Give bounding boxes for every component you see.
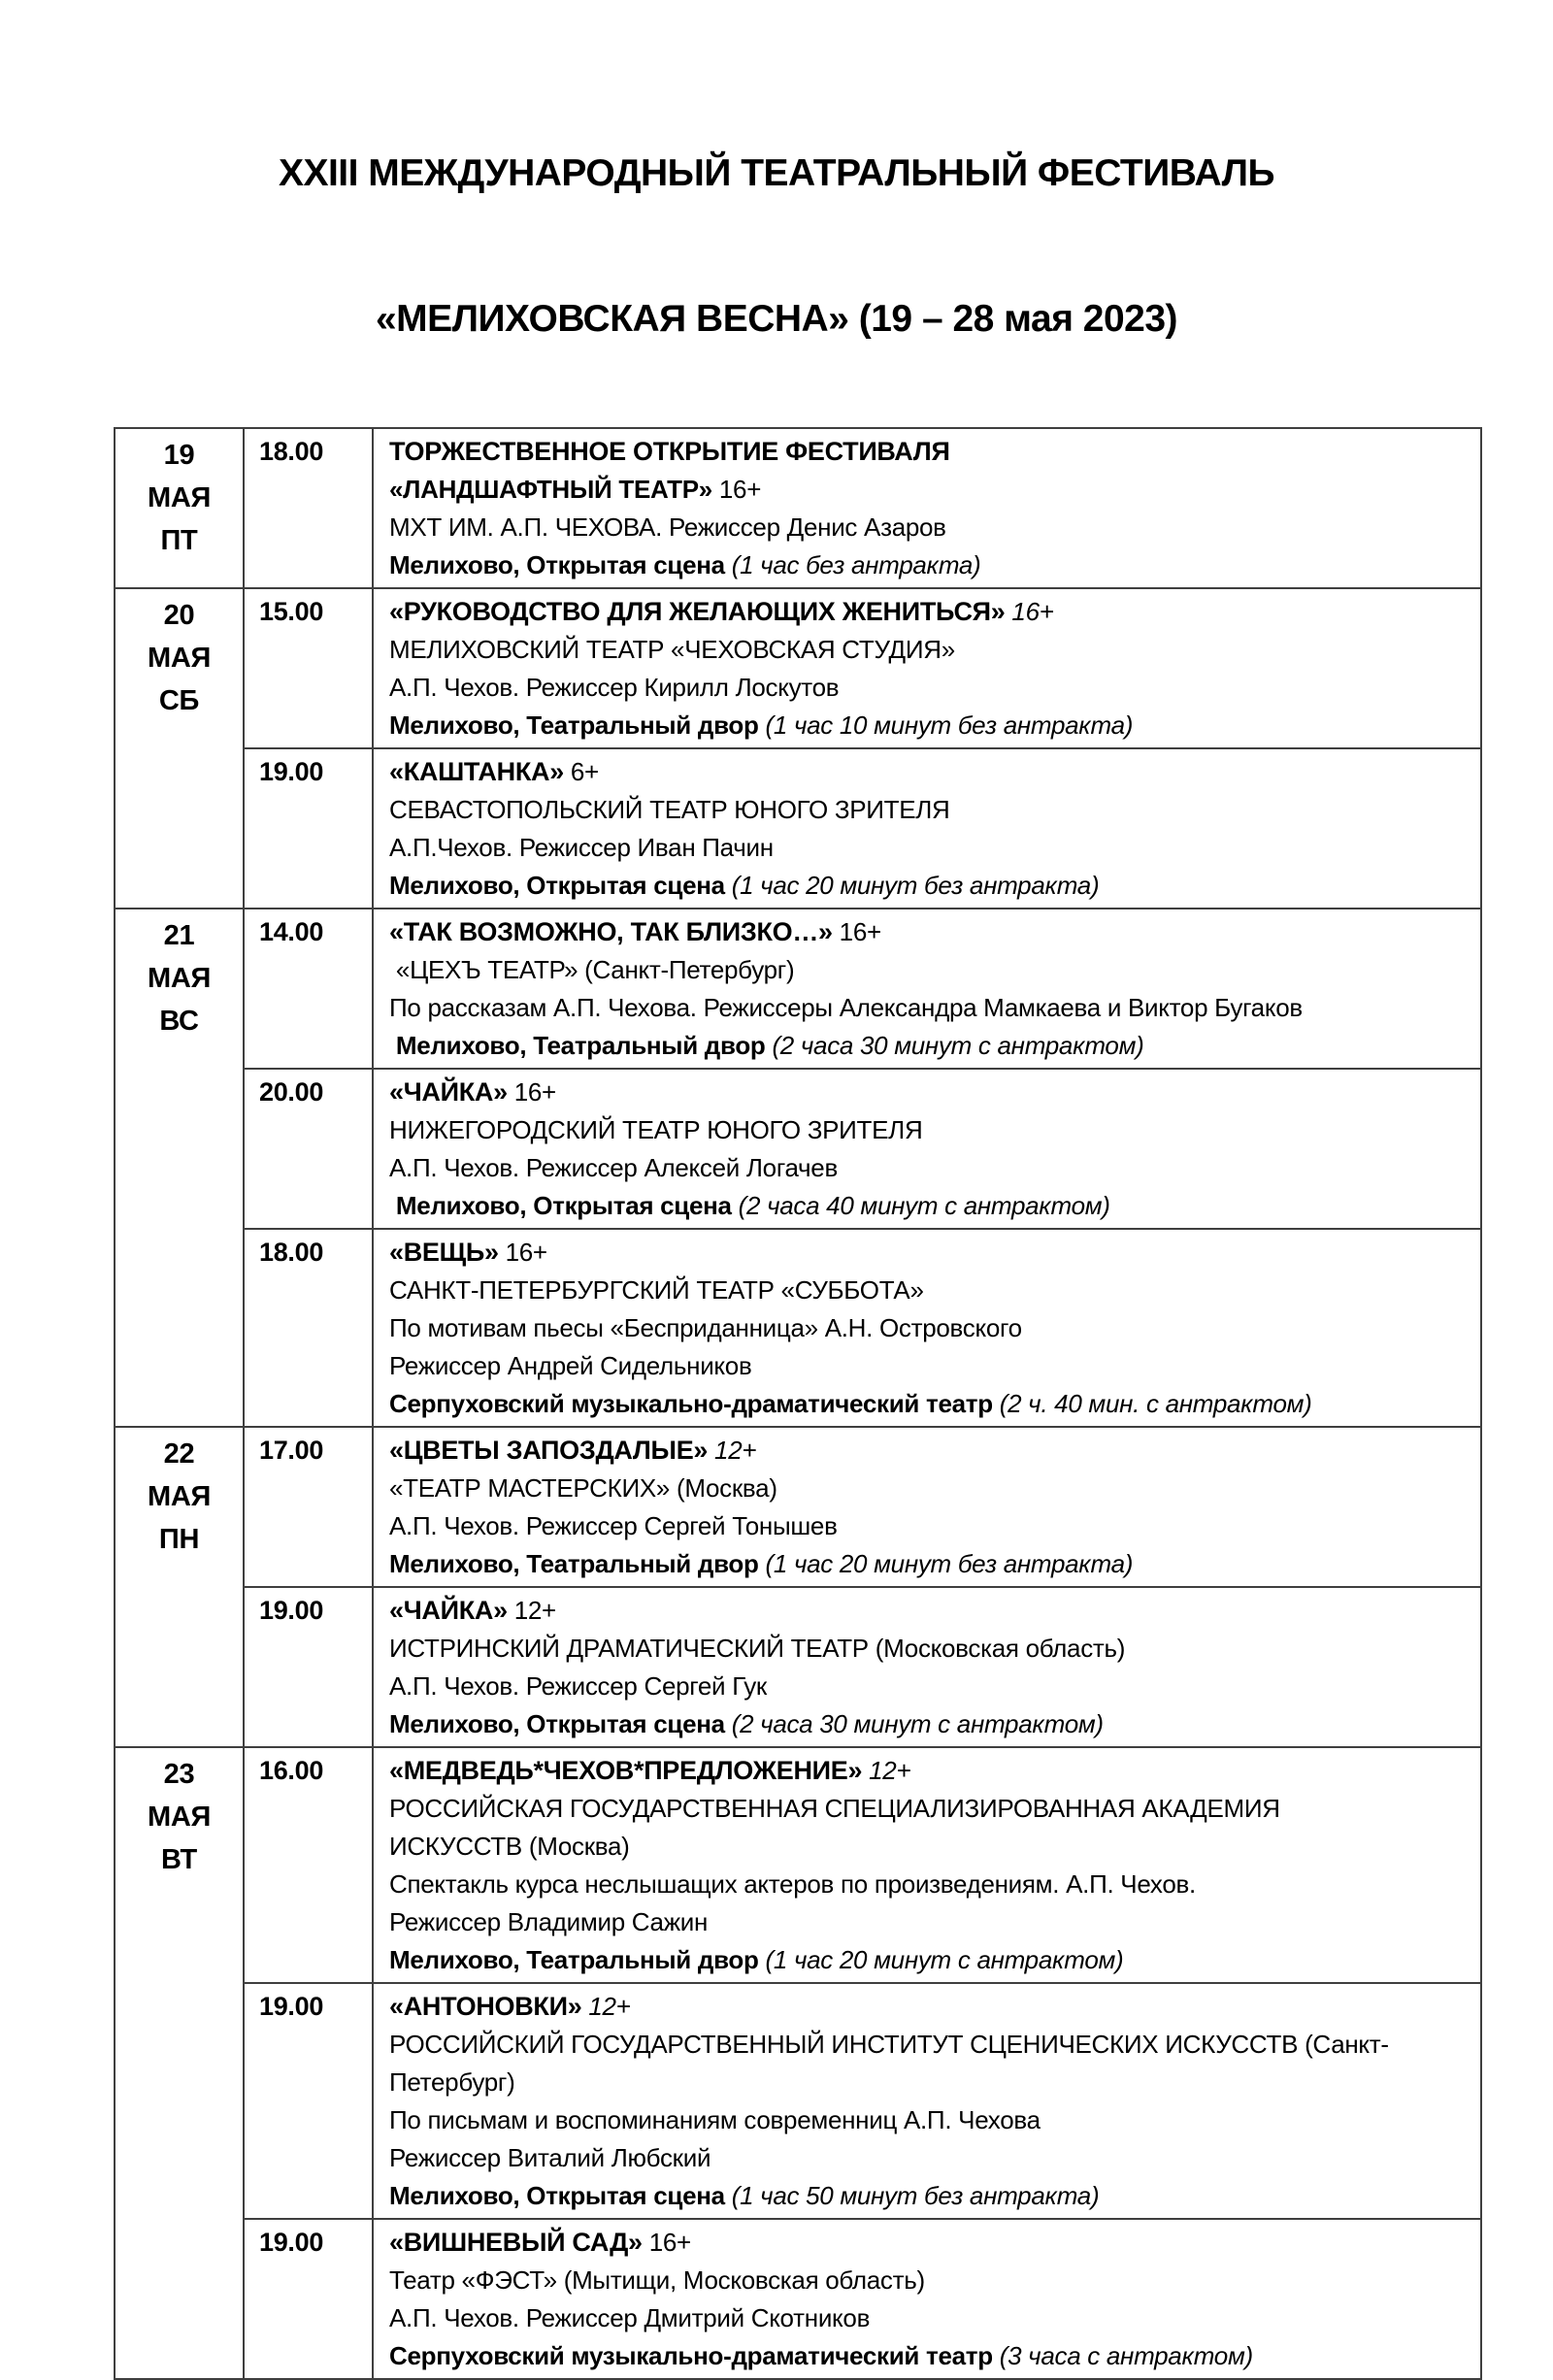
schedule-row	[115, 909, 1481, 1069]
text-segment: Серпуховский музыкально-драматический театр	[389, 2341, 993, 2370]
festival-title-line1: XXIII МЕЖДУНАРОДНЫЙ ТЕАТРАЛЬНЫЙ ФЕСТИВАЛЬ	[278, 152, 1275, 194]
text-segment: «РУКОВОДСТВО ДЛЯ ЖЕЛАЮЩИХ ЖЕНИТЬСЯ»	[389, 597, 1006, 626]
event-venue-line	[389, 546, 1470, 584]
text-segment: «КАШТАНКА»	[389, 757, 564, 786]
text-segment: (2 часа 40 минут с антрактом)	[731, 1191, 1110, 1220]
event-detail-line	[389, 1309, 1470, 1347]
event-cell	[373, 2219, 1481, 2379]
text-segment: Мелихово, Открытая сцена	[389, 1709, 725, 1738]
time-value: 19.00	[259, 1992, 324, 2021]
text-segment: Театр «ФЭСТ» (Мытищи, Московская область)	[389, 2265, 925, 2295]
text-segment: 16+	[1005, 597, 1054, 626]
event-cell	[373, 748, 1481, 909]
event-cell	[373, 1747, 1481, 1983]
text-segment: ИСТРИНСКИЙ ДРАМАТИЧЕСКИЙ ТЕАТР (Московская область)	[389, 1634, 1126, 1663]
event-detail-line	[389, 2139, 1470, 2177]
date-month: МАЯ	[147, 643, 212, 674]
date-weekday: ВС	[159, 1006, 199, 1037]
text-segment: (2 ч. 40 мин. с антрактом)	[992, 1389, 1312, 1418]
text-segment: РОССИЙСКАЯ ГОСУДАРСТВЕННАЯ СПЕЦИАЛИЗИРОВАННАЯ АКАДЕМИЯ	[389, 1794, 1280, 1823]
text-segment: 12+	[708, 1436, 757, 1465]
event-detail-line	[389, 2101, 1470, 2139]
time-value: 18.00	[259, 1238, 324, 1267]
text-segment: 16+	[711, 475, 762, 504]
text-segment: По письмам и воспоминаниям современниц А.П. Чехова	[389, 2105, 1041, 2134]
text-segment: РОССИЙСКИЙ ГОСУДАРСТВЕННЫЙ ИНСТИТУТ СЦЕНИЧЕСКИХ ИСКУССТВ (Санкт-	[389, 2030, 1389, 2059]
date-day: 23	[163, 1759, 195, 1790]
event-cell	[373, 588, 1481, 748]
date-cell	[115, 588, 244, 909]
event-detail-line	[389, 989, 1470, 1027]
time-value: 19.00	[259, 1596, 324, 1625]
text-segment: 12+	[507, 1596, 556, 1625]
text-segment: (1 час 50 минут без антракта)	[724, 2181, 1100, 2210]
text-segment: А.П. Чехов. Режиссер Сергей Тонышев	[389, 1511, 838, 1540]
time-value: 15.00	[259, 597, 324, 626]
schedule-row	[115, 1747, 1481, 1983]
event-cell	[373, 428, 1481, 588]
text-segment: Мелихово, Театральный двор	[389, 711, 759, 740]
text-segment: Мелихово, Театральный двор	[389, 1031, 766, 1060]
event-venue-line	[389, 2337, 1470, 2375]
time-value: 14.00	[259, 917, 324, 946]
date-cell	[115, 1747, 244, 2379]
text-segment: Режиссер Владимир Сажин	[389, 1907, 709, 1936]
text-segment: Мелихово, Открытая сцена	[389, 2181, 725, 2210]
text-segment: А.П. Чехов. Режиссер Алексей Логачев	[389, 1153, 838, 1182]
text-segment: Серпуховский музыкально-драматический театр	[389, 1389, 993, 1418]
text-segment: А.П.Чехов. Режиссер Иван Пачин	[389, 833, 774, 862]
event-cell	[373, 1069, 1481, 1229]
schedule-row	[115, 1229, 1481, 1427]
date-day: 20	[163, 600, 195, 631]
text-segment: «МЕДВЕДЬ*ЧЕХОВ*ПРЕДЛОЖЕНИЕ»	[389, 1756, 863, 1785]
event-title-line	[389, 1432, 1470, 1470]
festival-title-line2: «МЕЛИХОВСКАЯ ВЕСНА» (19 – 28 мая 2023)	[375, 298, 1178, 340]
time-value: 19.00	[259, 2228, 324, 2257]
text-segment: «ЦЕХЪ ТЕАТР» (Санкт-Петербург)	[389, 955, 795, 984]
text-segment: (1 час без антракта)	[724, 550, 981, 579]
event-detail-line	[389, 1347, 1470, 1385]
event-detail-line	[389, 471, 1470, 509]
text-segment: (1 час 20 минут без антракта)	[724, 871, 1100, 900]
event-detail-line	[389, 2299, 1470, 2337]
event-title-line	[389, 2224, 1470, 2262]
schedule-table	[114, 427, 1482, 2380]
event-title-line	[389, 1234, 1470, 1272]
event-detail-line	[389, 1111, 1470, 1149]
schedule-row	[115, 1069, 1481, 1229]
date-cell	[115, 1427, 244, 1747]
event-venue-line	[389, 1545, 1470, 1583]
time-value: 17.00	[259, 1436, 324, 1465]
time-cell	[244, 1427, 373, 1587]
text-segment: «ТЕАТР МАСТЕРСКИХ» (Москва)	[389, 1473, 777, 1503]
schedule-row	[115, 1587, 1481, 1747]
event-venue-line	[389, 707, 1470, 744]
event-detail-line	[389, 1507, 1470, 1545]
text-segment: 16+	[832, 917, 881, 946]
text-segment: «ЦВЕТЫ ЗАПОЗДАЛЫЕ»	[389, 1436, 709, 1465]
event-title-line	[389, 913, 1470, 951]
text-segment: «ТАК ВОЗМОЖНО, ТАК БЛИЗКО…»	[389, 917, 833, 946]
event-venue-line	[389, 867, 1470, 905]
event-title-line	[389, 753, 1470, 791]
time-cell	[244, 428, 373, 588]
date-month: МАЯ	[147, 1481, 212, 1512]
event-cell	[373, 1427, 1481, 1587]
text-segment: НИЖЕГОРОДСКИЙ ТЕАТР ЮНОГО ЗРИТЕЛЯ	[389, 1115, 923, 1144]
time-cell	[244, 1747, 373, 1983]
date-month: МАЯ	[147, 482, 212, 513]
text-segment: А.П. Чехов. Режиссер Дмитрий Скотников	[389, 2303, 871, 2332]
text-segment: «ЛАНДШАФТНЫЙ ТЕАТР»	[389, 475, 712, 504]
text-segment: «АНТОНОВКИ»	[389, 1992, 582, 2021]
time-value: 16.00	[259, 1756, 324, 1785]
date-day: 19	[163, 440, 195, 471]
time-cell	[244, 1229, 373, 1427]
schedule-row	[115, 588, 1481, 748]
event-detail-line	[389, 1828, 1470, 1866]
event-detail-line	[389, 1470, 1470, 1507]
time-cell	[244, 588, 373, 748]
event-detail-line	[389, 2026, 1470, 2064]
text-segment: (1 час 20 минут с антрактом)	[758, 1945, 1124, 1974]
text-segment: 12+	[862, 1756, 911, 1785]
date-cell	[115, 428, 244, 588]
event-detail-line	[389, 1149, 1470, 1187]
text-segment: Мелихово, Открытая сцена	[389, 550, 725, 579]
event-venue-line	[389, 1705, 1470, 1743]
event-title-line	[389, 593, 1470, 631]
event-detail-line	[389, 669, 1470, 707]
time-cell	[244, 909, 373, 1069]
text-segment: ИСКУССТВ (Москва)	[389, 1832, 630, 1861]
text-segment: (2 часа 30 минут с антрактом)	[724, 1709, 1104, 1738]
date-month: МАЯ	[147, 1802, 212, 1833]
event-title-line	[389, 1752, 1470, 1790]
text-segment: Мелихово, Открытая сцена	[389, 871, 725, 900]
event-title-line	[389, 433, 1470, 471]
festival-title	[0, 0, 1553, 392]
text-segment: А.П. Чехов. Режиссер Сергей Гук	[389, 1671, 768, 1701]
text-segment: (1 час 10 минут без антракта)	[758, 711, 1134, 740]
text-segment: (1 час 20 минут без антракта)	[758, 1549, 1134, 1578]
time-value: 20.00	[259, 1077, 324, 1107]
text-segment: Режиссер Виталий Любский	[389, 2143, 711, 2172]
time-cell	[244, 1587, 373, 1747]
event-detail-line	[389, 2262, 1470, 2299]
text-segment: Спектакль курса неслышащих актеров по произведениям. А.П. Чехов.	[389, 1869, 1196, 1899]
schedule-body	[115, 428, 1481, 2379]
event-detail-line	[389, 791, 1470, 829]
text-segment: «ЧАЙКА»	[389, 1596, 508, 1625]
text-segment: Мелихово, Театральный двор	[389, 1549, 759, 1578]
schedule-row	[115, 1427, 1481, 1587]
time-cell	[244, 2219, 373, 2379]
event-venue-line	[389, 1941, 1470, 1979]
text-segment: «ВЕЩЬ»	[389, 1238, 499, 1267]
time-value: 18.00	[259, 437, 324, 466]
event-title-line	[389, 1074, 1470, 1111]
text-segment: (3 часа с антрактом)	[992, 2341, 1253, 2370]
text-segment: 6+	[563, 757, 599, 786]
text-segment: МХТ ИМ. А.П. ЧЕХОВА. Режиссер Денис Азаров	[389, 512, 946, 542]
event-detail-line	[389, 631, 1470, 669]
text-segment: ТОРЖЕСТВЕННОЕ ОТКРЫТИЕ ФЕСТИВАЛЯ	[389, 437, 950, 466]
event-venue-line	[389, 1385, 1470, 1423]
event-title-line	[389, 1988, 1470, 2026]
schedule-row	[115, 1983, 1481, 2219]
event-venue-line	[389, 2177, 1470, 2215]
schedule-row	[115, 428, 1481, 588]
event-title-line	[389, 1592, 1470, 1630]
text-segment: «ВИШНЕВЫЙ САД»	[389, 2228, 643, 2257]
event-venue-line	[389, 1027, 1470, 1065]
date-weekday: ПН	[158, 1524, 200, 1555]
text-segment: МЕЛИХОВСКИЙ ТЕАТР «ЧЕХОВСКАЯ СТУДИЯ»	[389, 635, 955, 664]
date-day: 22	[163, 1438, 195, 1470]
text-segment: 16+	[507, 1077, 556, 1107]
text-segment: По рассказам А.П. Чехова. Режиссеры Александра Мамкаева и Виктор Бугаков	[389, 993, 1303, 1022]
date-weekday: СБ	[158, 685, 200, 716]
schedule-row	[115, 748, 1481, 909]
time-cell	[244, 1069, 373, 1229]
text-segment: Мелихово, Открытая сцена	[389, 1191, 732, 1220]
event-cell	[373, 1983, 1481, 2219]
event-detail-line	[389, 1903, 1470, 1941]
time-cell	[244, 748, 373, 909]
event-cell	[373, 1587, 1481, 1747]
date-cell	[115, 909, 244, 1427]
text-segment: САНКТ-ПЕТЕРБУРГСКИЙ ТЕАТР «СУББОТА»	[389, 1275, 924, 1305]
date-weekday: ВТ	[161, 1844, 197, 1875]
date-day: 21	[163, 920, 195, 951]
event-detail-line	[389, 1668, 1470, 1705]
text-segment: СЕВАСТОПОЛЬСКИЙ ТЕАТР ЮНОГО ЗРИТЕЛЯ	[389, 795, 950, 824]
time-cell	[244, 1983, 373, 2219]
text-segment: Режиссер Андрей Сидельников	[389, 1351, 752, 1380]
event-detail-line	[389, 951, 1470, 989]
event-detail-line	[389, 2064, 1470, 2101]
text-segment: «ЧАЙКА»	[389, 1077, 508, 1107]
event-detail-line	[389, 1866, 1470, 1903]
event-detail-line	[389, 1790, 1470, 1828]
date-weekday: ПТ	[160, 525, 198, 556]
text-segment: 16+	[642, 2228, 691, 2257]
event-detail-line	[389, 829, 1470, 867]
event-detail-line	[389, 509, 1470, 546]
text-segment: Мелихово, Театральный двор	[389, 1945, 759, 1974]
text-segment: (2 часа 30 минут с антрактом)	[765, 1031, 1144, 1060]
date-month: МАЯ	[147, 963, 212, 994]
event-cell	[373, 909, 1481, 1069]
event-detail-line	[389, 1630, 1470, 1668]
text-segment: А.П. Чехов. Режиссер Кирилл Лоскутов	[389, 673, 840, 702]
event-venue-line	[389, 1187, 1470, 1225]
text-segment: 16+	[498, 1238, 547, 1267]
time-value: 19.00	[259, 757, 324, 786]
text-segment: По мотивам пьесы «Бесприданница» А.Н. Островского	[389, 1313, 1022, 1342]
event-cell	[373, 1229, 1481, 1427]
schedule-row	[115, 2219, 1481, 2379]
event-detail-line	[389, 1272, 1470, 1309]
text-segment: 12+	[581, 1992, 631, 2021]
text-segment: Петербург)	[389, 2067, 515, 2097]
